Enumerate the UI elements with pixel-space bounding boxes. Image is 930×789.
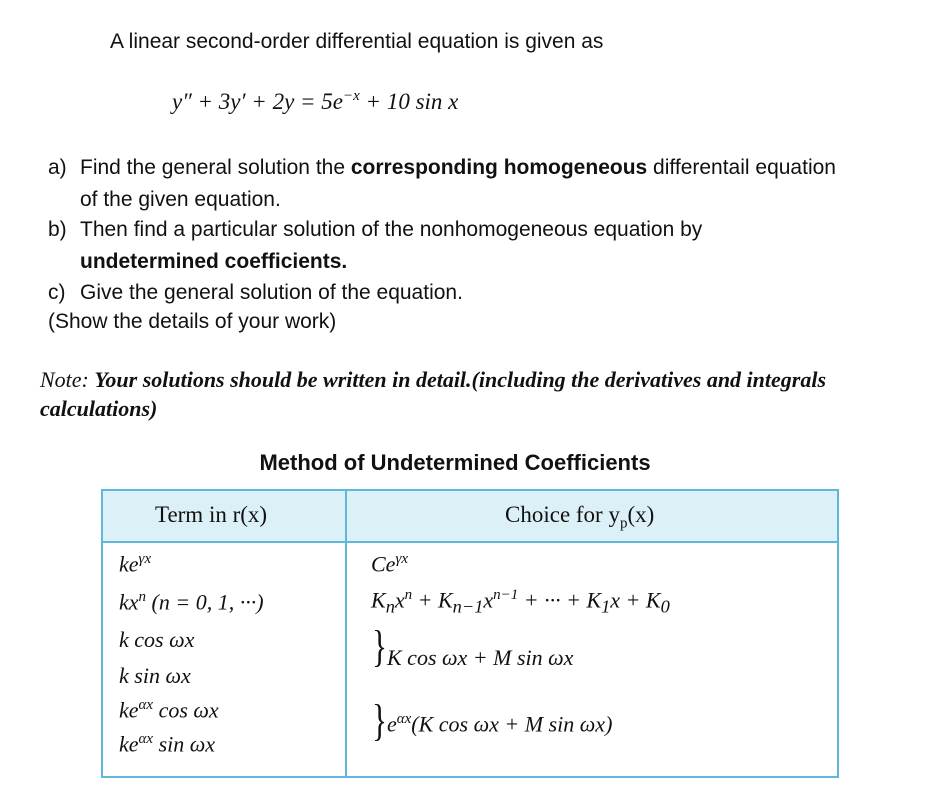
choice-2-dots: + ··· + K [518,587,602,613]
header-choice-text: Choice for y [505,502,620,527]
choice-2-sup-n1: n−1 [493,587,519,603]
question-b [48,214,702,278]
term-6-base: ke [119,731,139,757]
choice-3-base: K cos ωx + M sin ωx [387,645,574,670]
choice-1-base: Ce [371,551,396,577]
choice-4-e: e [387,711,397,737]
equation-rhs: + 10 sin x [359,89,459,114]
term-5-sup: αx [138,697,154,713]
term-row-6 [119,731,215,757]
header-choice [505,502,654,533]
choice-2-sub-n1: n−1 [452,596,484,617]
note-label: Note: [40,367,95,392]
problem-intro: A linear second-order differential equation is given as [110,30,604,53]
coefficients-table [101,489,839,778]
term-row-1 [119,551,151,577]
choice-1-sup: γx [395,551,409,567]
equation-lhs: y″ + 3y′ + 2y = 5e [172,89,344,114]
question-a-text-end: differentail equation [647,156,836,179]
header-term [155,502,267,528]
header-choice-subscript: p [619,515,628,532]
question-b-bold: undetermined coefficients. [80,250,348,273]
note [40,365,900,423]
question-a-bold: corresponding homogeneous [350,156,648,179]
term-3-base: k cos ωx [119,627,195,652]
term-row-5 [119,697,219,723]
choice-2-x2: x [483,587,494,613]
header-choice-tail: (x) [627,502,655,527]
choice-2-k: K [371,587,386,613]
differential-equation [172,88,458,115]
choice-row-4 [387,711,612,737]
header-term-text: Term in r(x) [155,502,268,527]
question-b-text: Then find a particular solution of the nonhomogeneous equation by [80,218,703,241]
choice-2-sub-n: n [385,596,395,617]
term-row-2 [119,589,264,615]
question-a-marker: a) [48,156,67,179]
choice-2-sub-0: 0 [660,596,670,617]
term-5-tail: cos ωx [153,697,219,723]
question-b-marker: b) [48,218,67,241]
question-c-text: Give the general solution of the equation. [80,281,463,304]
table-title: Method of Undetermined Coefficients [259,450,651,475]
choice-2-sup-n: n [404,587,413,603]
question-c-marker: c) [48,281,66,304]
column-divider [345,491,347,776]
question-c [48,277,463,309]
choice-row-3 [387,645,573,671]
term-6-tail: sin ωx [153,731,216,757]
choice-2-plus-k: + K [412,587,453,613]
choice-4-tail: (K cos ωx + M sin ωx) [411,711,613,737]
term-row-3 [119,627,194,653]
term-1-base: ke [119,551,139,577]
term-2-tail: (n = 0, 1, ···) [146,589,264,615]
choice-row-1 [371,551,408,577]
choice-2-sub-1: 1 [601,596,611,617]
term-5-base: ke [119,697,139,723]
show-details-note: (Show the details of your work) [48,310,337,333]
term-2-base: kx [119,589,139,615]
term-2-sup: n [138,589,147,605]
brace-1: } [372,622,387,671]
note-text: Your solutions should be written in detail.(including the derivatives and integrals calculations) [40,367,827,421]
choice-2-x: x [394,587,405,613]
choice-2-x-k: x + K [610,587,661,613]
equation-exponent: −x [343,88,360,104]
term-4-base: k sin ωx [119,663,191,688]
question-a [48,152,836,216]
question-a-text: Find the general solution the [80,156,351,179]
question-a-line2: of the given equation. [80,188,281,211]
choice-4-sup: αx [396,711,412,727]
choice-row-2 [371,587,670,618]
term-6-sup: αx [138,731,154,747]
term-1-sup: γx [138,551,152,567]
brace-2: } [372,696,387,745]
term-row-4 [119,663,191,689]
